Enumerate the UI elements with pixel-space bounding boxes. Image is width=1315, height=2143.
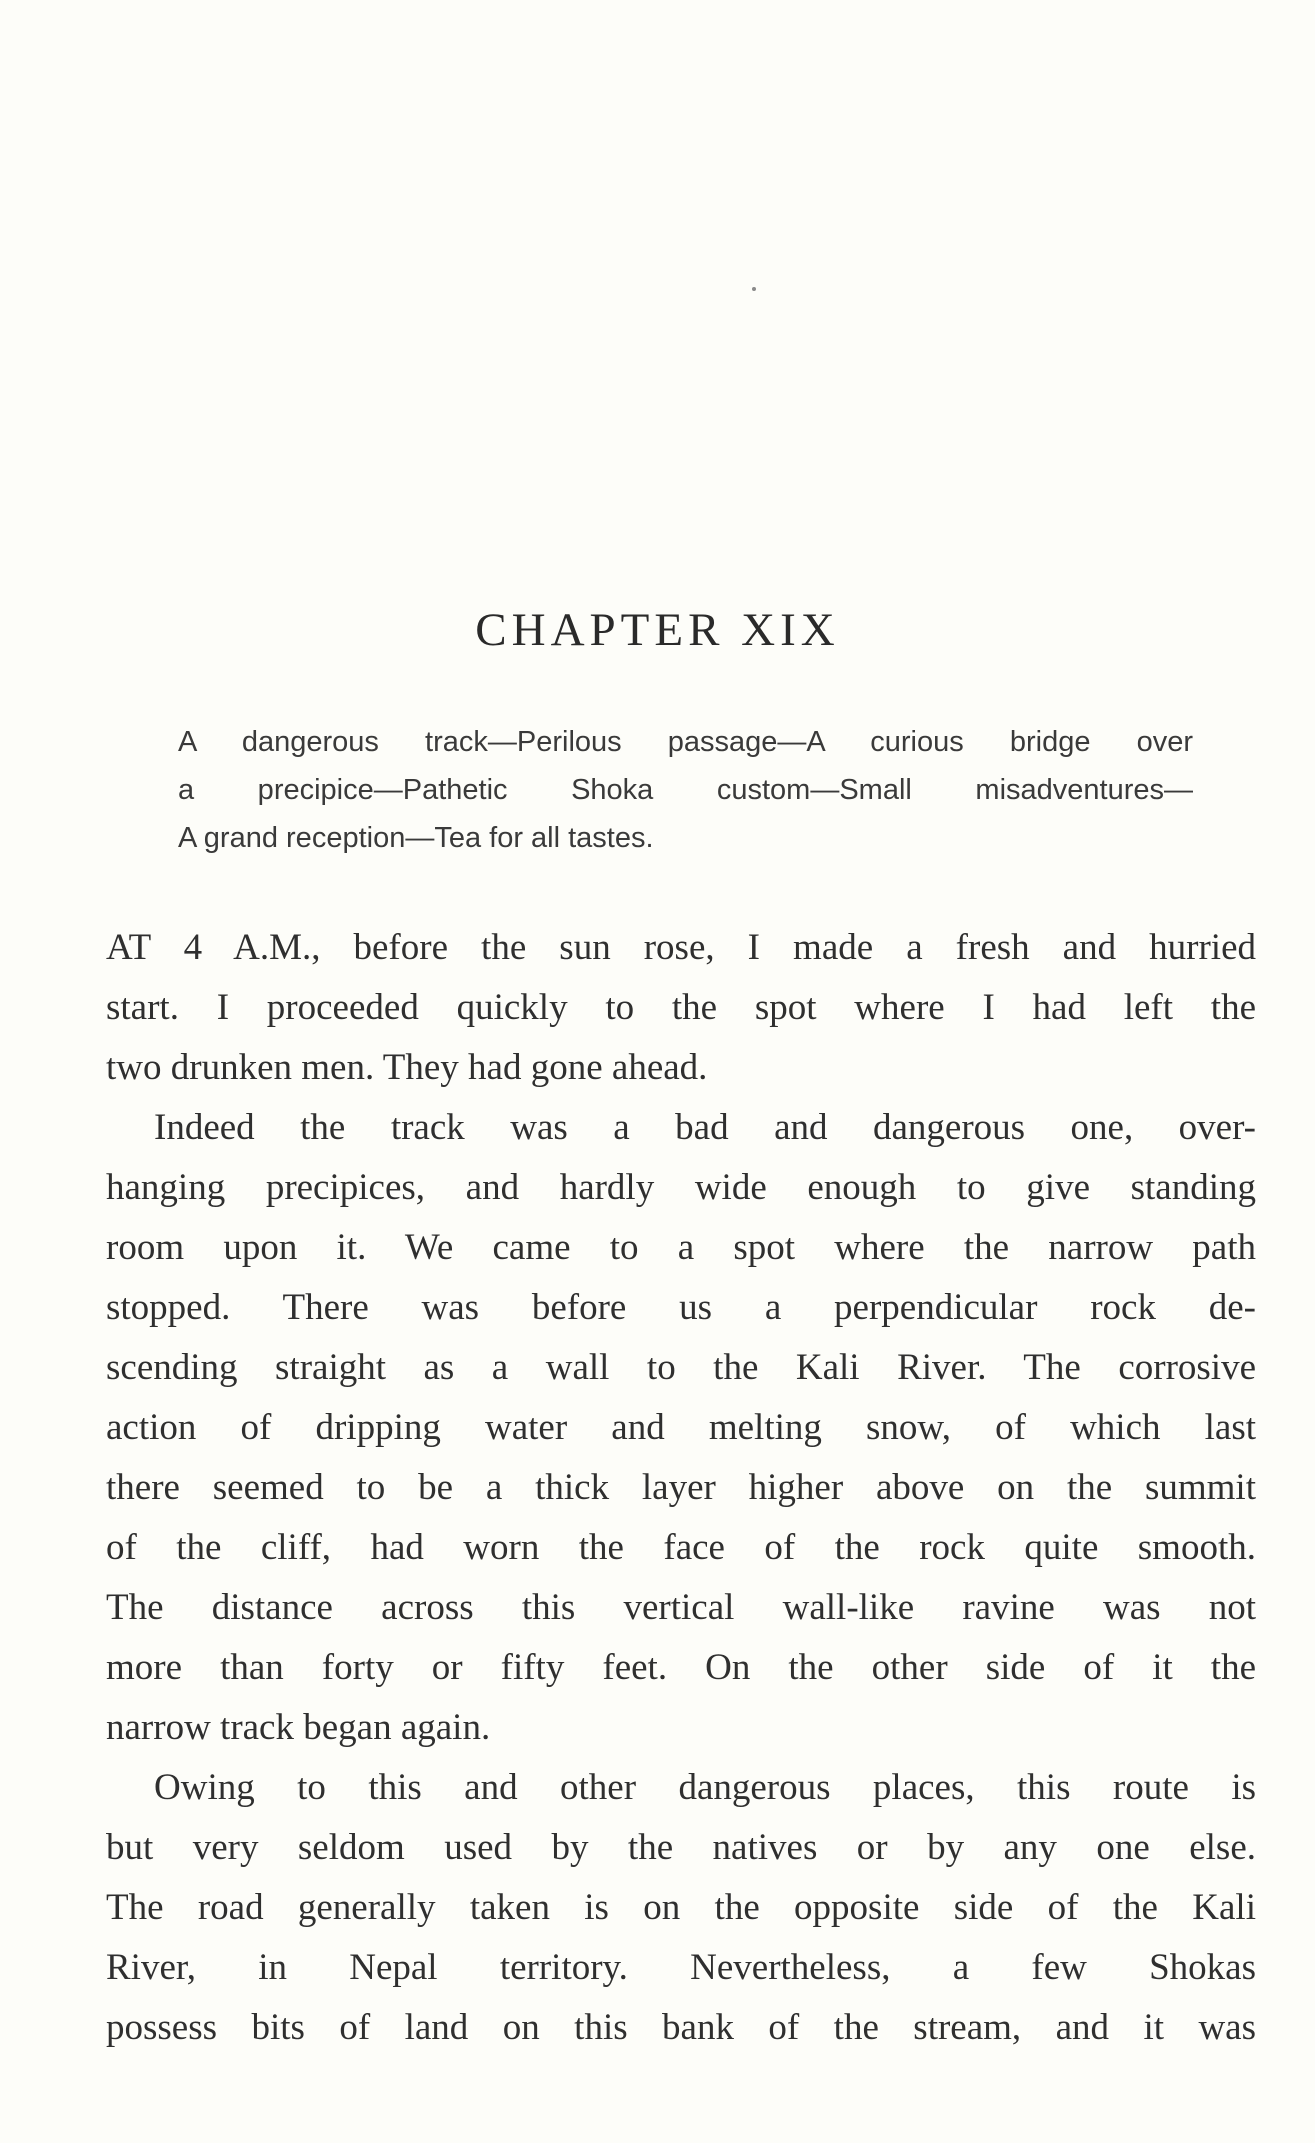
body-line: room upon it. We came to a spot where the narrow path	[106, 1227, 1256, 1268]
body-line: Indeed the track was a bad and dangerous one, over-	[154, 1107, 1256, 1148]
chapter-body	[106, 918, 1256, 2058]
body-line: The distance across this vertical wall-like ravine was not	[106, 1587, 1256, 1628]
synopsis-line: a precipice—Pathetic Shoka custom—Small misadventures—	[178, 774, 1193, 806]
body-line: two drunken men. They had gone ahead.	[106, 1047, 708, 1088]
body-line: of the cliff, had worn the face of the rock quite smooth.	[106, 1527, 1256, 1568]
body-line: action of dripping water and melting snow, of which last	[106, 1407, 1256, 1448]
synopsis-line: A grand reception—Tea for all tastes.	[178, 822, 654, 854]
body-line: hanging precipices, and hardly wide enough to give standing	[106, 1167, 1256, 1208]
body-line: River, in Nepal territory. Nevertheless, a few Shokas	[106, 1947, 1256, 1988]
chapter-synopsis	[178, 718, 1193, 862]
body-line: scending straight as a wall to the Kali River. The corrosive	[106, 1347, 1256, 1388]
body-line: AT 4 A.M., before the sun rose, I made a fresh and hurried	[106, 927, 1256, 968]
body-line: more than forty or fifty feet. On the other side of it the	[106, 1647, 1256, 1688]
body-line: possess bits of land on this bank of the stream, and it was	[106, 2007, 1256, 2048]
paper-speck	[752, 287, 756, 291]
body-line: stopped. There was before us a perpendicular rock de-	[106, 1287, 1256, 1328]
body-line: there seemed to be a thick layer higher above on the summit	[106, 1467, 1256, 1508]
body-line: narrow track began again.	[106, 1707, 491, 1748]
body-line: but very seldom used by the natives or by any one else.	[106, 1827, 1256, 1868]
body-line: The road generally taken is on the opposite side of the Kali	[106, 1887, 1256, 1928]
chapter-title: CHAPTER XIX	[475, 604, 840, 656]
synopsis-line: A dangerous track—Perilous passage—A curious bridge over	[178, 726, 1193, 758]
body-line: start. I proceeded quickly to the spot where I had left the	[106, 987, 1256, 1028]
body-line: Owing to this and other dangerous places, this route is	[154, 1767, 1256, 1808]
